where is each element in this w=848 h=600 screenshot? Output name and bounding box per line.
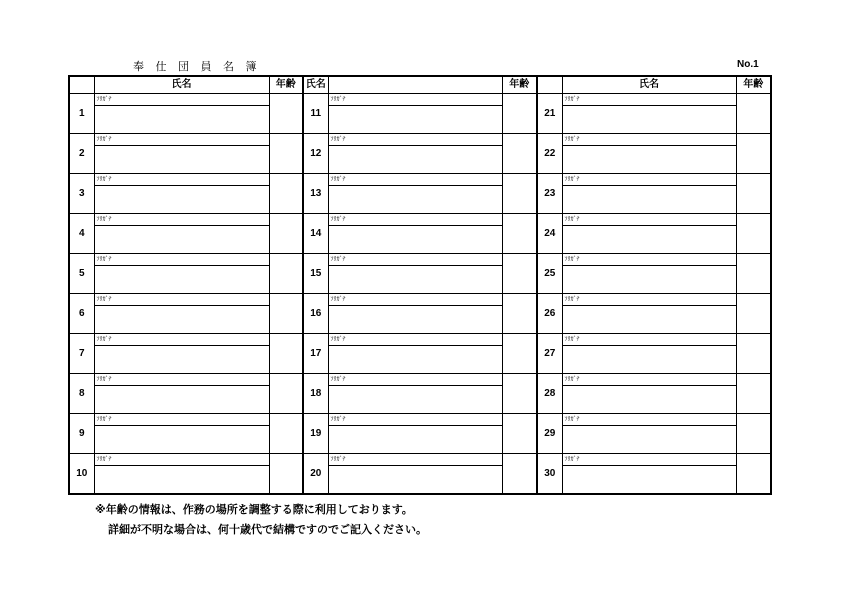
- group-2-age-header: 年齢: [502, 76, 537, 94]
- entry-number: 29: [537, 414, 562, 454]
- entry-number: 10: [69, 454, 94, 495]
- name-write-area: [329, 226, 502, 253]
- group-1-number-header: [69, 76, 94, 94]
- name-cell: [328, 254, 502, 294]
- furigana-label: ﾌﾘｶﾞﾅ: [95, 254, 269, 266]
- name-write-area: [329, 386, 502, 413]
- note-age-range: 詳細が不明な場合は、何十歳代で結構ですのでご記入ください。: [108, 523, 427, 536]
- name-cell: [328, 174, 502, 214]
- name-cell: [562, 94, 736, 134]
- name-write-area: [563, 266, 736, 293]
- furigana-label: ﾌﾘｶﾞﾅ: [95, 94, 269, 106]
- furigana-label: ﾌﾘｶﾞﾅ: [329, 334, 502, 346]
- age-cell: [736, 214, 771, 254]
- age-cell: [269, 374, 303, 414]
- age-cell: [502, 174, 537, 214]
- furigana-label: ﾌﾘｶﾞﾅ: [329, 294, 502, 306]
- furigana-label: ﾌﾘｶﾞﾅ: [563, 214, 736, 226]
- name-write-area: [563, 306, 736, 333]
- age-cell: [269, 174, 303, 214]
- name-cell: [94, 254, 269, 294]
- age-cell: [502, 254, 537, 294]
- age-cell: [269, 334, 303, 374]
- entry-number: 18: [303, 374, 328, 414]
- entry-number: 27: [537, 334, 562, 374]
- furigana-label: ﾌﾘｶﾞﾅ: [329, 414, 502, 426]
- entry-number: 5: [69, 254, 94, 294]
- name-write-area: [329, 186, 502, 213]
- name-cell: [562, 334, 736, 374]
- age-cell: [736, 414, 771, 454]
- name-cell: [328, 214, 502, 254]
- furigana-label: ﾌﾘｶﾞﾅ: [95, 374, 269, 386]
- age-cell: [269, 94, 303, 134]
- entry-number: 4: [69, 214, 94, 254]
- age-cell: [736, 334, 771, 374]
- name-write-area: [95, 226, 269, 253]
- name-write-area: [563, 386, 736, 413]
- name-write-area: [95, 346, 269, 373]
- name-write-area: [563, 426, 736, 453]
- entry-number: 17: [303, 334, 328, 374]
- furigana-label: ﾌﾘｶﾞﾅ: [329, 134, 502, 146]
- table-row: [69, 174, 771, 214]
- furigana-label: ﾌﾘｶﾞﾅ: [329, 454, 502, 466]
- name-cell: [94, 174, 269, 214]
- furigana-label: ﾌﾘｶﾞﾅ: [329, 94, 502, 106]
- age-cell: [736, 374, 771, 414]
- entry-number: 26: [537, 294, 562, 334]
- name-write-area: [563, 106, 736, 133]
- page-number: No.1: [737, 59, 759, 70]
- entry-number: 6: [69, 294, 94, 334]
- name-write-area: [95, 146, 269, 173]
- name-cell: [562, 374, 736, 414]
- age-cell: [502, 134, 537, 174]
- name-write-area: [95, 306, 269, 333]
- age-cell: [502, 454, 537, 495]
- name-write-area: [95, 186, 269, 213]
- age-cell: [269, 254, 303, 294]
- furigana-label: ﾌﾘｶﾞﾅ: [95, 294, 269, 306]
- age-cell: [502, 414, 537, 454]
- age-cell: [269, 134, 303, 174]
- name-cell: [94, 94, 269, 134]
- name-cell: [94, 294, 269, 334]
- name-cell: [94, 374, 269, 414]
- furigana-label: ﾌﾘｶﾞﾅ: [563, 454, 736, 466]
- entry-number: 7: [69, 334, 94, 374]
- table-row: [69, 254, 771, 294]
- entry-number: 20: [303, 454, 328, 495]
- furigana-label: ﾌﾘｶﾞﾅ: [563, 254, 736, 266]
- entry-number: 11: [303, 94, 328, 134]
- name-cell: [94, 214, 269, 254]
- furigana-label: ﾌﾘｶﾞﾅ: [563, 134, 736, 146]
- name-write-area: [329, 346, 502, 373]
- entry-number: 14: [303, 214, 328, 254]
- furigana-label: ﾌﾘｶﾞﾅ: [563, 294, 736, 306]
- notes: [95, 500, 427, 540]
- name-cell: [328, 294, 502, 334]
- name-cell: [562, 414, 736, 454]
- name-write-area: [563, 146, 736, 173]
- group-1-age-header: 年齢: [269, 76, 303, 94]
- name-cell: [94, 134, 269, 174]
- age-cell: [502, 294, 537, 334]
- entry-number: 2: [69, 134, 94, 174]
- note-age-usage: ※年齢の情報は、作務の場所を調整する際に利用しております。: [95, 503, 413, 516]
- table-row: [69, 134, 771, 174]
- name-cell: [562, 254, 736, 294]
- entry-number: 16: [303, 294, 328, 334]
- group-3-age-header: 年齢: [736, 76, 771, 94]
- name-cell: [562, 214, 736, 254]
- roster-table: [68, 75, 772, 495]
- age-cell: [502, 214, 537, 254]
- document-title: 奉 仕 団 員 名 簿: [133, 60, 261, 73]
- group-3-number-header: [537, 76, 562, 94]
- name-cell: [562, 454, 736, 495]
- name-cell: [328, 94, 502, 134]
- table-row: [69, 374, 771, 414]
- group-2-number-header: 氏名: [303, 76, 328, 94]
- name-cell: [328, 334, 502, 374]
- name-write-area: [95, 266, 269, 293]
- age-cell: [502, 94, 537, 134]
- age-cell: [502, 334, 537, 374]
- name-write-area: [95, 106, 269, 133]
- age-cell: [269, 214, 303, 254]
- furigana-label: ﾌﾘｶﾞﾅ: [329, 174, 502, 186]
- entry-number: 21: [537, 94, 562, 134]
- name-write-area: [95, 466, 269, 493]
- name-write-area: [329, 426, 502, 453]
- entry-number: 9: [69, 414, 94, 454]
- entry-number: 25: [537, 254, 562, 294]
- name-cell: [328, 134, 502, 174]
- furigana-label: ﾌﾘｶﾞﾅ: [563, 374, 736, 386]
- age-cell: [269, 294, 303, 334]
- name-cell: [562, 294, 736, 334]
- name-write-area: [563, 466, 736, 493]
- name-write-area: [329, 106, 502, 133]
- entry-number: 8: [69, 374, 94, 414]
- entry-number: 15: [303, 254, 328, 294]
- age-cell: [736, 454, 771, 495]
- furigana-label: ﾌﾘｶﾞﾅ: [95, 174, 269, 186]
- table-row: [69, 214, 771, 254]
- age-cell: [269, 454, 303, 495]
- name-write-area: [329, 306, 502, 333]
- entry-number: 24: [537, 214, 562, 254]
- table-row: [69, 414, 771, 454]
- furigana-label: ﾌﾘｶﾞﾅ: [95, 214, 269, 226]
- name-write-area: [95, 386, 269, 413]
- name-cell: [562, 174, 736, 214]
- entry-number: 19: [303, 414, 328, 454]
- furigana-label: ﾌﾘｶﾞﾅ: [563, 414, 736, 426]
- entry-number: 22: [537, 134, 562, 174]
- name-write-area: [563, 226, 736, 253]
- name-write-area: [329, 146, 502, 173]
- header-row: [69, 76, 771, 94]
- table-row: [69, 454, 771, 495]
- name-cell: [94, 414, 269, 454]
- furigana-label: ﾌﾘｶﾞﾅ: [95, 134, 269, 146]
- entry-number: 23: [537, 174, 562, 214]
- furigana-label: ﾌﾘｶﾞﾅ: [95, 334, 269, 346]
- age-cell: [502, 374, 537, 414]
- age-cell: [736, 174, 771, 214]
- name-cell: [328, 374, 502, 414]
- furigana-label: ﾌﾘｶﾞﾅ: [329, 214, 502, 226]
- furigana-label: ﾌﾘｶﾞﾅ: [95, 454, 269, 466]
- name-cell: [94, 334, 269, 374]
- age-cell: [736, 134, 771, 174]
- age-cell: [736, 254, 771, 294]
- entry-number: 1: [69, 94, 94, 134]
- entry-number: 30: [537, 454, 562, 495]
- name-write-area: [329, 266, 502, 293]
- furigana-label: ﾌﾘｶﾞﾅ: [329, 374, 502, 386]
- entry-number: 3: [69, 174, 94, 214]
- age-cell: [736, 94, 771, 134]
- furigana-label: ﾌﾘｶﾞﾅ: [563, 334, 736, 346]
- table-row: [69, 334, 771, 374]
- age-cell: [269, 414, 303, 454]
- entry-number: 12: [303, 134, 328, 174]
- age-cell: [736, 294, 771, 334]
- name-write-area: [95, 426, 269, 453]
- name-cell: [94, 454, 269, 495]
- furigana-label: ﾌﾘｶﾞﾅ: [329, 254, 502, 266]
- name-cell: [328, 414, 502, 454]
- group-3-name-header: 氏名: [562, 76, 736, 94]
- group-1-name-header: 氏名: [94, 76, 269, 94]
- furigana-label: ﾌﾘｶﾞﾅ: [563, 174, 736, 186]
- furigana-label: ﾌﾘｶﾞﾅ: [563, 94, 736, 106]
- furigana-label: ﾌﾘｶﾞﾅ: [95, 414, 269, 426]
- table-row: [69, 294, 771, 334]
- name-cell: [562, 134, 736, 174]
- name-write-area: [563, 346, 736, 373]
- name-write-area: [563, 186, 736, 213]
- name-cell: [328, 454, 502, 495]
- table-row: [69, 94, 771, 134]
- entry-number: 13: [303, 174, 328, 214]
- name-write-area: [329, 466, 502, 493]
- group-2-name-header: [328, 76, 502, 94]
- entry-number: 28: [537, 374, 562, 414]
